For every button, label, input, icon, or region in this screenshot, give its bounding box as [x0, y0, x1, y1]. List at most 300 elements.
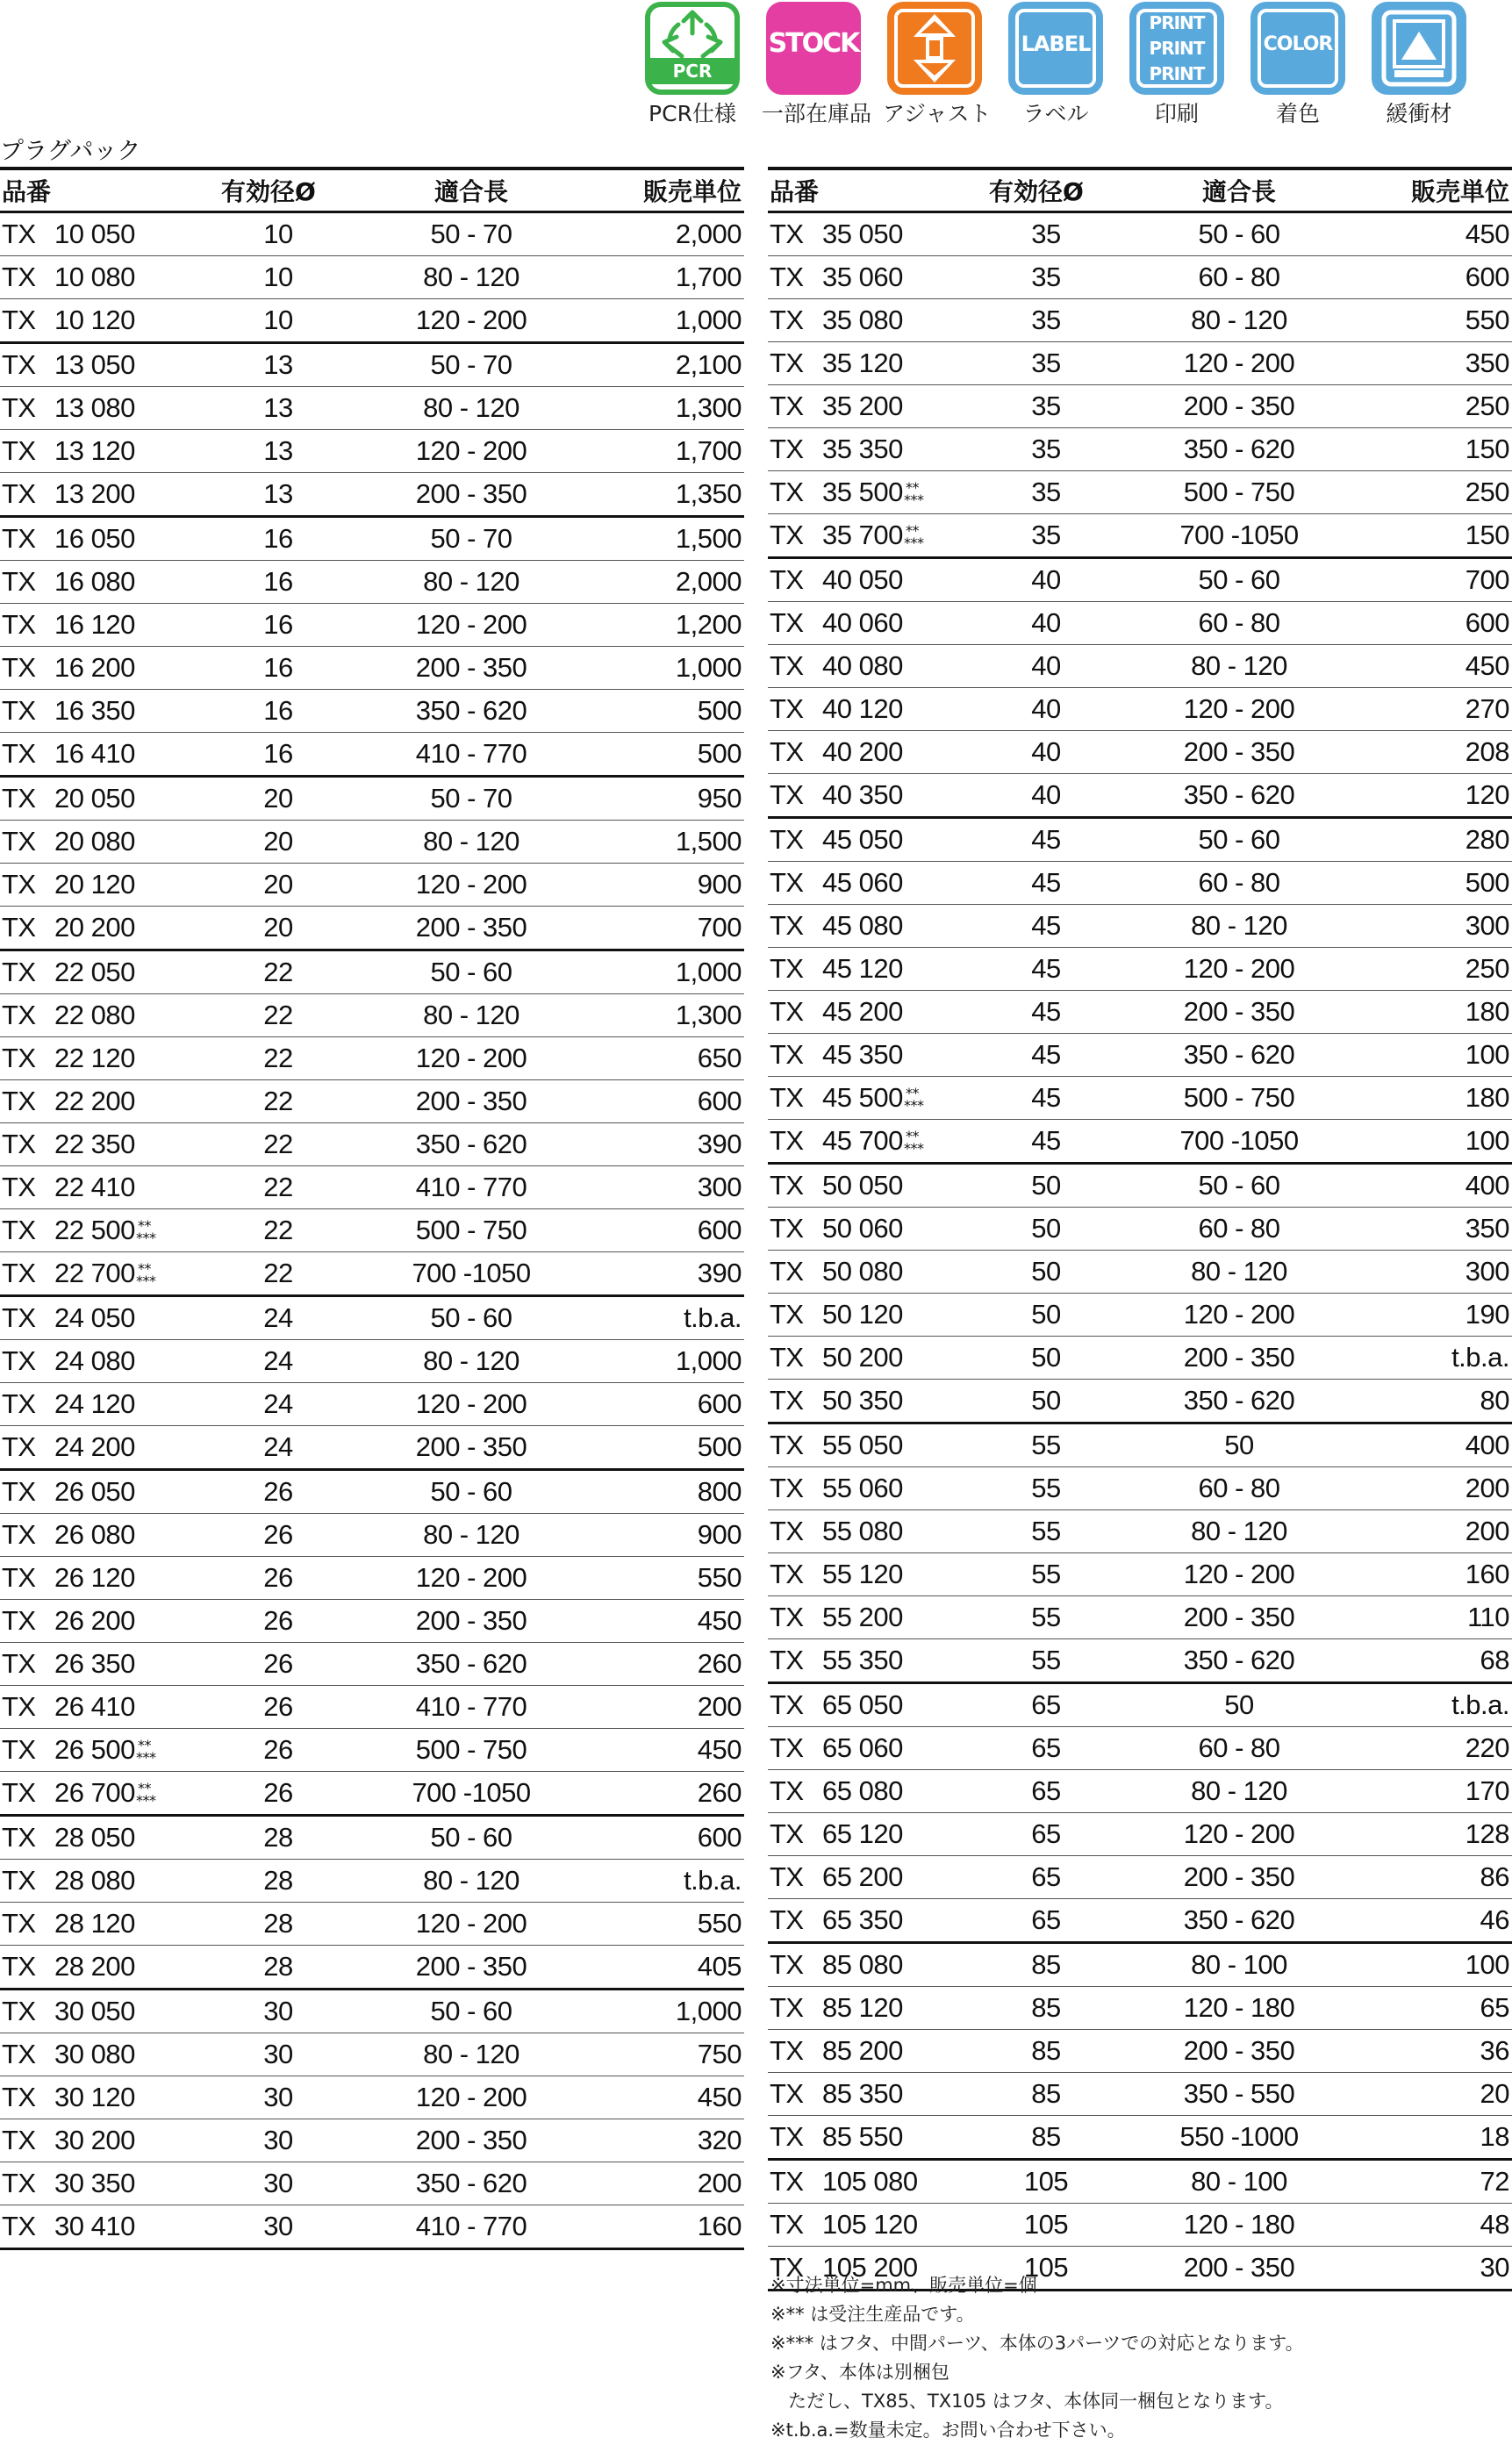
cell-code-text: 105 120	[822, 2209, 918, 2240]
svg-text:**: **	[905, 1127, 919, 1144]
cell-fit-length: 200 - 350	[370, 907, 572, 950]
cell-sales-unit: t.b.a.	[1340, 1337, 1512, 1380]
cell-code-text: 40 050	[822, 564, 903, 595]
table-header-row	[768, 168, 1512, 212]
cell-sales-unit: 390	[572, 1252, 744, 1296]
cell-prefix: TX	[0, 1426, 54, 1470]
cell-fit-length: 700 -1050	[1138, 1120, 1340, 1164]
cell-diameter: 45	[954, 991, 1138, 1034]
cell-sales-unit: 270	[1340, 688, 1512, 731]
cell-prefix: TX	[768, 645, 822, 688]
cell-fit-length: 200 - 350	[370, 1080, 572, 1123]
cell-code-text: 26 700	[54, 1777, 135, 1808]
cell-diameter: 50	[954, 1251, 1138, 1294]
cell-code	[822, 948, 954, 991]
cell-sales-unit: 180	[1340, 991, 1512, 1034]
cell-sales-unit: 120	[1340, 774, 1512, 818]
cell-prefix: TX	[0, 1557, 54, 1600]
table-row	[0, 1252, 744, 1296]
cell-code-text: 65 350	[822, 1904, 903, 1935]
cell-sales-unit: 1,350	[572, 473, 744, 517]
cell-fit-length: 60 - 80	[1138, 862, 1340, 905]
cell-diameter: 28	[186, 1860, 370, 1903]
cell-diameter: 30	[186, 2033, 370, 2076]
cell-sales-unit: 550	[572, 1903, 744, 1946]
cell-sales-unit: 160	[1340, 1553, 1512, 1596]
asterisk-mark-icon	[135, 1779, 162, 1809]
cell-sales-unit: 200	[1340, 1467, 1512, 1510]
cell-code-text: 50 120	[822, 1299, 903, 1330]
print-badge-line: PRINT	[1149, 12, 1205, 33]
cell-prefix: TX	[768, 1077, 822, 1120]
cell-diameter: 30	[186, 2205, 370, 2249]
cell-fit-length: 200 - 350	[1138, 1596, 1340, 1639]
svg-text:***: ***	[135, 1791, 156, 1809]
cell-prefix: TX	[0, 1123, 54, 1166]
table-row	[768, 1899, 1512, 1943]
asterisk-mark-icon	[135, 1736, 162, 1766]
cell-code-text: 16 080	[54, 566, 135, 597]
cell-sales-unit: 200	[572, 1686, 744, 1729]
cell-fit-length: 50	[1138, 1423, 1340, 1467]
cell-prefix: TX	[768, 862, 822, 905]
cell-prefix: TX	[768, 2073, 822, 2116]
cell-code-text: 45 060	[822, 867, 903, 898]
cell-prefix: TX	[0, 1340, 54, 1383]
header-code: 品番	[768, 168, 822, 212]
svg-text:**: **	[137, 1779, 151, 1796]
cell-diameter: 45	[954, 948, 1138, 991]
color-badge: COLOR	[1263, 33, 1333, 55]
cell-prefix: TX	[768, 1987, 822, 2030]
table-row	[768, 1120, 1512, 1164]
cell-diameter: 55	[954, 1467, 1138, 1510]
cell-prefix: TX	[0, 256, 54, 299]
cell-fit-length: 50 - 60	[1138, 558, 1340, 602]
cell-prefix: TX	[768, 212, 822, 256]
cell-fit-length: 60 - 80	[1138, 602, 1340, 645]
table-row	[0, 777, 744, 821]
table-row	[768, 905, 1512, 948]
cell-sales-unit: 72	[1340, 2160, 1512, 2204]
pcr-badge: PCR	[650, 58, 735, 84]
cell-diameter: 65	[954, 1727, 1138, 1770]
cell-diameter: 16	[186, 517, 370, 561]
cell-code	[822, 1856, 954, 1899]
cell-code-text: 13 050	[54, 349, 135, 380]
table-row	[768, 1639, 1512, 1683]
cell-code	[54, 299, 186, 343]
cell-sales-unit: 200	[572, 2162, 744, 2205]
header-diameter: 有効径Ø	[954, 168, 1138, 212]
table-row	[0, 1426, 744, 1470]
cell-diameter: 35	[954, 385, 1138, 428]
cell-code	[54, 561, 186, 604]
cell-sales-unit: 300	[572, 1166, 744, 1209]
cell-diameter: 22	[186, 1080, 370, 1123]
cell-diameter: 35	[954, 212, 1138, 256]
feature-color	[1246, 0, 1350, 130]
cell-sales-unit: 160	[572, 2205, 744, 2249]
footnote: ※t.b.a.=数量未定。お問い合わせ下さい。	[770, 2420, 1126, 2441]
table-row	[768, 1077, 1512, 1120]
cell-sales-unit: 208	[1340, 731, 1512, 774]
cell-sales-unit: 700	[1340, 558, 1512, 602]
cell-code-text: 10 080	[54, 262, 135, 292]
cell-prefix: TX	[0, 647, 54, 690]
footnote: ※フタ、本体は別梱包	[770, 2362, 949, 2383]
cell-code	[54, 1123, 186, 1166]
table-row	[768, 2073, 1512, 2116]
cell-fit-length: 200 - 350	[370, 1426, 572, 1470]
cell-code-text: 65 080	[822, 1775, 903, 1806]
table-row	[768, 2204, 1512, 2247]
print-icon	[1129, 2, 1224, 95]
cell-fit-length: 350 - 620	[1138, 1380, 1340, 1423]
table-header-row	[0, 168, 744, 212]
cell-code	[822, 862, 954, 905]
cell-prefix: TX	[768, 731, 822, 774]
product-table-right	[768, 167, 1512, 2291]
cell-diameter: 35	[954, 256, 1138, 299]
cell-diameter: 13	[186, 387, 370, 430]
cell-prefix: TX	[0, 1080, 54, 1123]
cell-prefix: TX	[768, 428, 822, 471]
cell-sales-unit: 450	[572, 2076, 744, 2119]
cell-diameter: 40	[954, 602, 1138, 645]
cell-code	[54, 1037, 186, 1080]
cell-code-text: 28 080	[54, 1865, 135, 1896]
cell-code	[54, 1772, 186, 1816]
cell-prefix: TX	[0, 1772, 54, 1816]
table-row	[0, 2205, 744, 2249]
cell-code-text: 10 050	[54, 219, 135, 249]
cell-code	[54, 994, 186, 1037]
cell-code	[54, 821, 186, 864]
cell-diameter: 22	[186, 1252, 370, 1296]
table-row	[768, 1294, 1512, 1337]
cell-prefix: TX	[0, 821, 54, 864]
cell-fit-length: 350 - 620	[1138, 1034, 1340, 1077]
cell-fit-length: 200 - 350	[370, 1600, 572, 1643]
cell-sales-unit: 700	[572, 907, 744, 950]
cell-prefix: TX	[768, 1380, 822, 1423]
cell-fit-length: 60 - 80	[1138, 256, 1340, 299]
cell-code	[54, 212, 186, 256]
cell-prefix: TX	[0, 561, 54, 604]
cell-code	[54, 1686, 186, 1729]
cell-code	[54, 907, 186, 950]
cell-code	[54, 387, 186, 430]
cell-code	[822, 1683, 954, 1727]
cell-code	[822, 471, 954, 514]
cell-code-text: 35 120	[822, 348, 903, 378]
feature-shock	[1367, 0, 1471, 130]
cell-code-text: 35 200	[822, 391, 903, 421]
table-row	[0, 1903, 744, 1946]
adjust-arrows-icon	[887, 2, 982, 95]
cell-code	[54, 343, 186, 387]
cell-fit-length: 120 - 200	[370, 2076, 572, 2119]
cell-code	[54, 1166, 186, 1209]
cell-sales-unit: 48	[1340, 2204, 1512, 2247]
cell-fit-length: 200 - 350	[1138, 2247, 1340, 2291]
table-row	[0, 950, 744, 994]
cell-code-text: 16 120	[54, 609, 135, 640]
cell-sales-unit: 250	[1340, 471, 1512, 514]
cell-sales-unit: 350	[1340, 342, 1512, 385]
feature-caption: 印刷	[1154, 101, 1199, 126]
cell-sales-unit: 600	[572, 1209, 744, 1252]
cell-sales-unit: 150	[1340, 514, 1512, 558]
cell-diameter: 16	[186, 647, 370, 690]
cell-code	[822, 256, 954, 299]
cell-sales-unit: 150	[1340, 428, 1512, 471]
cell-code	[54, 473, 186, 517]
cell-code-text: 50 080	[822, 1256, 903, 1287]
cell-code	[54, 517, 186, 561]
cell-code-text: 26 080	[54, 1519, 135, 1550]
cell-prefix: TX	[0, 1643, 54, 1686]
table-row	[0, 864, 744, 907]
cell-fit-length: 80 - 120	[370, 1860, 572, 1903]
cell-sales-unit: 750	[572, 2033, 744, 2076]
cell-prefix: TX	[0, 777, 54, 821]
cell-code	[822, 299, 954, 342]
cell-prefix: TX	[768, 818, 822, 862]
table-row	[0, 821, 744, 864]
cell-diameter: 26	[186, 1514, 370, 1557]
table-row	[0, 1600, 744, 1643]
cell-fit-length: 60 - 80	[1138, 1467, 1340, 1510]
cell-fit-length: 550 -1000	[1138, 2116, 1340, 2160]
asterisk-mark-icon	[903, 521, 930, 551]
cell-code	[54, 1470, 186, 1514]
cell-diameter: 65	[954, 1899, 1138, 1943]
table-row	[0, 1383, 744, 1426]
cell-diameter: 45	[954, 862, 1138, 905]
cell-sales-unit: 100	[1340, 1120, 1512, 1164]
cell-diameter: 85	[954, 2073, 1138, 2116]
table-row	[0, 1643, 744, 1686]
cell-sales-unit: 400	[1340, 1164, 1512, 1208]
cell-sales-unit: 20	[1340, 2073, 1512, 2116]
table-row	[0, 1123, 744, 1166]
cell-diameter: 55	[954, 1596, 1138, 1639]
cell-sales-unit: t.b.a.	[572, 1296, 744, 1340]
cell-sales-unit: 450	[572, 1600, 744, 1643]
cell-prefix: TX	[0, 1166, 54, 1209]
cell-sales-unit: 500	[572, 690, 744, 733]
cell-code	[822, 1034, 954, 1077]
cell-code-text: 55 200	[822, 1602, 903, 1632]
cell-sales-unit: 1,000	[572, 647, 744, 690]
table-row	[768, 1164, 1512, 1208]
cell-code-text: 24 200	[54, 1431, 135, 1462]
cell-fit-length: 120 - 180	[1138, 2204, 1340, 2247]
cell-code-text: 45 080	[822, 910, 903, 941]
cell-code-text: 85 550	[822, 2121, 903, 2152]
cell-code	[822, 1639, 954, 1683]
cell-sales-unit: 900	[572, 1514, 744, 1557]
asterisk-mark-icon	[903, 478, 930, 508]
svg-text:**: **	[137, 1216, 151, 1234]
cell-prefix: TX	[0, 1383, 54, 1426]
cell-diameter: 10	[186, 299, 370, 343]
cell-diameter: 24	[186, 1340, 370, 1383]
cell-code-text: 35 500	[822, 477, 903, 507]
cell-fit-length: 200 - 350	[1138, 1856, 1340, 1899]
cell-fit-length: 80 - 120	[1138, 1770, 1340, 1813]
cell-code	[54, 1209, 186, 1252]
cell-fit-length: 350 - 620	[370, 1643, 572, 1686]
cell-code-text: 55 350	[822, 1645, 903, 1675]
cell-prefix: TX	[768, 1943, 822, 1987]
cell-prefix: TX	[768, 1164, 822, 1208]
cell-code-text: 30 200	[54, 2125, 135, 2155]
cell-fit-length: 700 -1050	[370, 1252, 572, 1296]
cell-code	[822, 1987, 954, 2030]
cell-diameter: 22	[186, 1123, 370, 1166]
cell-prefix: TX	[0, 1860, 54, 1903]
cell-code-text: 26 500	[54, 1734, 135, 1765]
cell-fit-length: 350 - 620	[1138, 774, 1340, 818]
cell-prefix: TX	[768, 1856, 822, 1899]
table-row	[768, 1034, 1512, 1077]
header-fit-length: 適合長	[1138, 168, 1340, 212]
cell-prefix: TX	[0, 212, 54, 256]
cell-diameter: 22	[186, 950, 370, 994]
cell-prefix: TX	[0, 1296, 54, 1340]
table-row	[0, 647, 744, 690]
cell-sales-unit: 300	[1340, 905, 1512, 948]
header-code: 品番	[0, 168, 54, 212]
table-row	[0, 1946, 744, 1990]
table-row	[0, 212, 744, 256]
cell-code	[54, 1990, 186, 2033]
feature-caption: PCR仕様	[649, 101, 736, 126]
cell-diameter: 40	[954, 774, 1138, 818]
cell-code	[822, 2030, 954, 2073]
cell-code	[822, 991, 954, 1034]
feature-caption: 緩衝材	[1386, 101, 1452, 126]
cell-code	[54, 2119, 186, 2162]
cell-code	[822, 1380, 954, 1423]
asterisk-mark-icon	[903, 1084, 930, 1114]
cell-diameter: 20	[186, 777, 370, 821]
cell-diameter: 22	[186, 1166, 370, 1209]
cell-fit-length: 350 - 550	[1138, 2073, 1340, 2116]
svg-text:***: ***	[903, 1139, 924, 1157]
cell-diameter: 105	[954, 2160, 1138, 2204]
cell-code-text: 13 120	[54, 435, 135, 466]
cell-code-text: 28 120	[54, 1908, 135, 1939]
cell-sales-unit: 900	[572, 864, 744, 907]
cell-prefix: TX	[768, 2160, 822, 2204]
table-row	[768, 1467, 1512, 1510]
cell-prefix: TX	[0, 2076, 54, 2119]
table-row	[768, 1943, 1512, 1987]
feature-caption: 一部在庫品	[762, 101, 872, 126]
cell-fit-length: 50 - 60	[370, 1990, 572, 2033]
cell-code	[822, 212, 954, 256]
cell-prefix: TX	[768, 774, 822, 818]
cell-fit-length: 120 - 200	[370, 864, 572, 907]
cell-code	[822, 1727, 954, 1770]
cell-code	[54, 1860, 186, 1903]
header-sales-unit: 販売単位	[572, 168, 744, 212]
cell-sales-unit: 80	[1340, 1380, 1512, 1423]
cell-diameter: 10	[186, 256, 370, 299]
cell-code	[822, 1251, 954, 1294]
cell-fit-length: 80 - 120	[370, 1340, 572, 1383]
cell-fit-length: 410 - 770	[370, 1166, 572, 1209]
cell-sales-unit: 500	[1340, 862, 1512, 905]
cell-code	[822, 385, 954, 428]
cell-fit-length: 80 - 120	[1138, 645, 1340, 688]
table-row	[0, 1514, 744, 1557]
cell-fit-length: 50 - 70	[370, 517, 572, 561]
cell-code-text: 45 050	[822, 824, 903, 855]
cell-diameter: 65	[954, 1770, 1138, 1813]
cell-code	[54, 1600, 186, 1643]
cell-code	[54, 1296, 186, 1340]
cell-diameter: 26	[186, 1600, 370, 1643]
cell-sales-unit: 1,000	[572, 299, 744, 343]
cell-prefix: TX	[0, 299, 54, 343]
cell-code-text: 26 410	[54, 1691, 135, 1722]
cell-code-text: 30 050	[54, 1996, 135, 2026]
cell-fit-length: 50 - 60	[1138, 1164, 1340, 1208]
cell-prefix: TX	[0, 604, 54, 647]
product-table-left	[0, 167, 744, 2250]
asterisk-mark-icon	[903, 1127, 930, 1157]
cell-prefix: TX	[768, 299, 822, 342]
cell-code-text: 55 080	[822, 1516, 903, 1546]
cell-fit-length: 500 - 750	[370, 1209, 572, 1252]
cell-diameter: 24	[186, 1426, 370, 1470]
cell-code	[822, 1208, 954, 1251]
cell-code	[822, 2073, 954, 2116]
cell-diameter: 50	[954, 1380, 1138, 1423]
cell-fit-length: 120 - 200	[1138, 1553, 1340, 1596]
cell-prefix: TX	[768, 948, 822, 991]
cell-diameter: 30	[186, 2076, 370, 2119]
cell-code-text: 40 120	[822, 693, 903, 724]
cell-prefix: TX	[768, 2030, 822, 2073]
header-fit-length: 適合長	[370, 168, 572, 212]
table-row	[768, 2116, 1512, 2160]
cell-sales-unit: 220	[1340, 1727, 1512, 1770]
cell-prefix: TX	[0, 1903, 54, 1946]
cell-sales-unit: 1,000	[572, 1990, 744, 2033]
cell-prefix: TX	[768, 1553, 822, 1596]
cell-prefix: TX	[0, 733, 54, 777]
cell-fit-length: 200 - 350	[370, 647, 572, 690]
cell-fit-length: 350 - 620	[1138, 428, 1340, 471]
table-row	[768, 1987, 1512, 2030]
table-row	[768, 428, 1512, 471]
cell-code	[822, 1467, 954, 1510]
cell-code-text: 50 050	[822, 1170, 903, 1201]
cell-sales-unit: 1,000	[572, 1340, 744, 1383]
svg-text:***: ***	[903, 534, 924, 551]
cell-fit-length: 80 - 120	[1138, 1251, 1340, 1294]
cell-diameter: 28	[186, 1816, 370, 1860]
cell-diameter: 13	[186, 430, 370, 473]
cell-sales-unit: 1,300	[572, 387, 744, 430]
cell-code-text: 20 050	[54, 783, 135, 814]
